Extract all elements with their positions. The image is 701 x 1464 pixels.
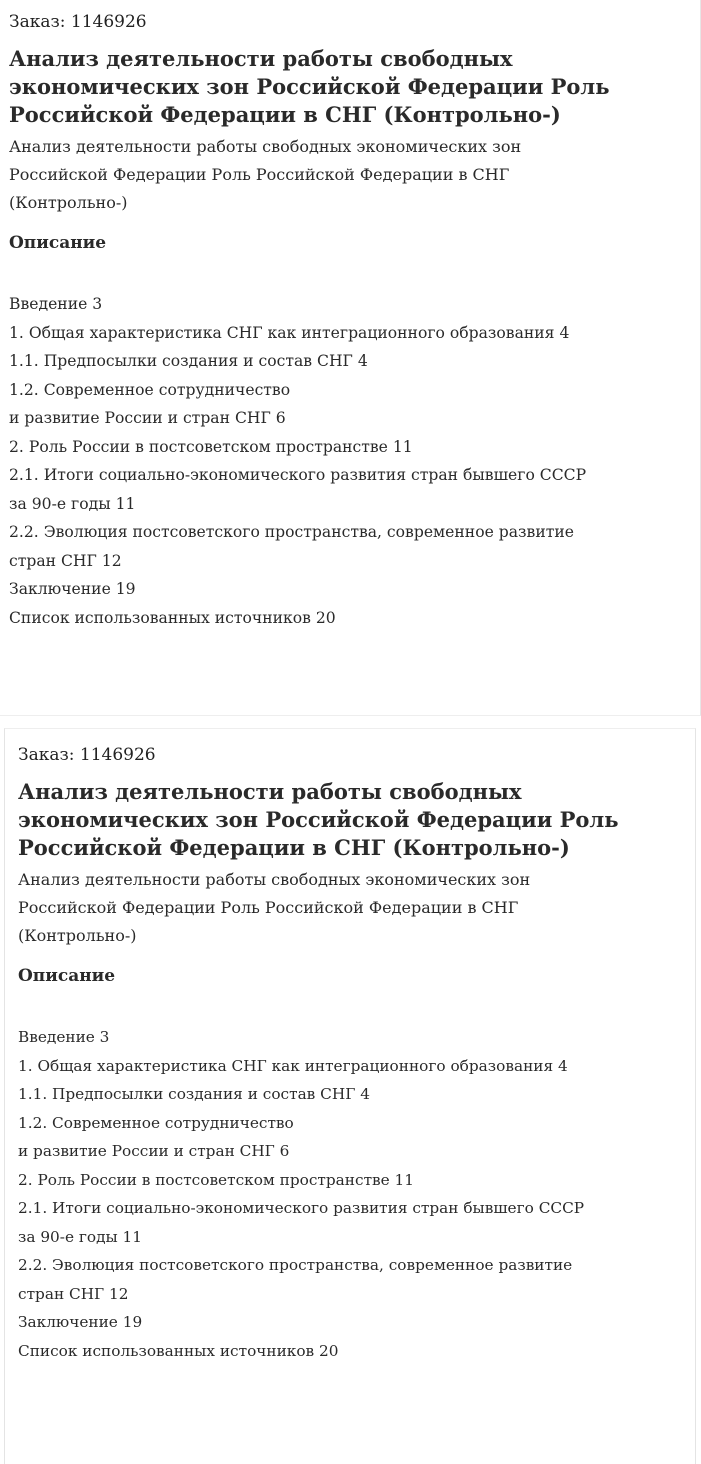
subtitle-line: (Контрольно-) [9, 193, 128, 212]
toc-line: и развитие России и стран СНГ 6 [18, 1142, 290, 1160]
toc-line: 2.2. Эволюция постсоветского пространства, современное развитие [18, 1256, 573, 1274]
title-line: Российской Федерации в СНГ (Контрольно-) [9, 102, 561, 127]
document-title [9, 45, 639, 129]
title-line: Анализ деятельности работы свободных [18, 779, 522, 804]
title-line: экономических зон Российской Федерации Роль [18, 807, 619, 832]
toc-line: Заключение 19 [18, 1313, 143, 1331]
document-card-1 [0, 0, 701, 716]
title-line: Российской Федерации в СНГ (Контрольно-) [18, 835, 570, 860]
document-subtitle [9, 133, 649, 217]
subtitle-line: Российской Федерации Роль Российской Федерации в СНГ [18, 898, 519, 917]
toc-line: 2.2. Эволюция постсоветского пространства, современное развитие [9, 523, 574, 541]
toc-line: 1.2. Современное сотрудничество [18, 1113, 294, 1132]
toc-line: 1.2. Современное сотрудничество [9, 380, 291, 399]
document-card-2 [4, 728, 696, 1464]
toc-line: стран СНГ 12 [18, 1284, 129, 1303]
toc-line: 2.1. Итоги социально-экономического развития стран бывшего СССР [18, 1199, 585, 1217]
toc-line: Введение 3 [9, 295, 103, 313]
subtitle-line: Анализ деятельности работы свободных экономических зон [9, 137, 522, 156]
title-line: экономических зон Российской Федерации Роль [9, 74, 610, 99]
description-heading: Описание [9, 233, 107, 253]
toc-line: 2. Роль России в постсоветском пространстве 11 [9, 437, 413, 456]
toc-line: за 90-е годы 11 [18, 1227, 143, 1246]
table-of-contents [18, 1023, 687, 1365]
order-number: Заказ: 1146926 [18, 745, 156, 765]
document-subtitle [18, 866, 658, 950]
table-of-contents [9, 290, 692, 632]
toc-line: 1. Общая характеристика СНГ как интеграционного образования 4 [18, 1056, 568, 1075]
toc-line: 2. Роль России в постсоветском пространстве 11 [18, 1170, 415, 1189]
document-title [18, 778, 648, 862]
toc-line: 2.1. Итоги социально-экономического развития стран бывшего СССР [9, 466, 587, 484]
subtitle-line: Анализ деятельности работы свободных экономических зон [18, 870, 531, 889]
subtitle-line: (Контрольно-) [18, 926, 137, 945]
toc-line: 1.1. Предпосылки создания и состав СНГ 4 [18, 1085, 370, 1103]
toc-line: 1. Общая характеристика СНГ как интеграционного образования 4 [9, 323, 570, 342]
toc-line: 1.1. Предпосылки создания и состав СНГ 4 [9, 352, 368, 370]
toc-line: Список использованных источников 20 [18, 1341, 339, 1360]
toc-line: Заключение 19 [9, 580, 136, 598]
title-line: Анализ деятельности работы свободных [9, 46, 513, 71]
description-heading: Описание [18, 966, 116, 986]
toc-line: стран СНГ 12 [9, 551, 122, 570]
toc-line: Введение 3 [18, 1028, 110, 1046]
toc-line: и развитие России и стран СНГ 6 [9, 409, 286, 427]
toc-line: Список использованных источников 20 [9, 608, 336, 627]
toc-line: за 90-е годы 11 [9, 494, 136, 513]
subtitle-line: Российской Федерации Роль Российской Федерации в СНГ [9, 165, 510, 184]
order-number: Заказ: 1146926 [9, 12, 147, 32]
